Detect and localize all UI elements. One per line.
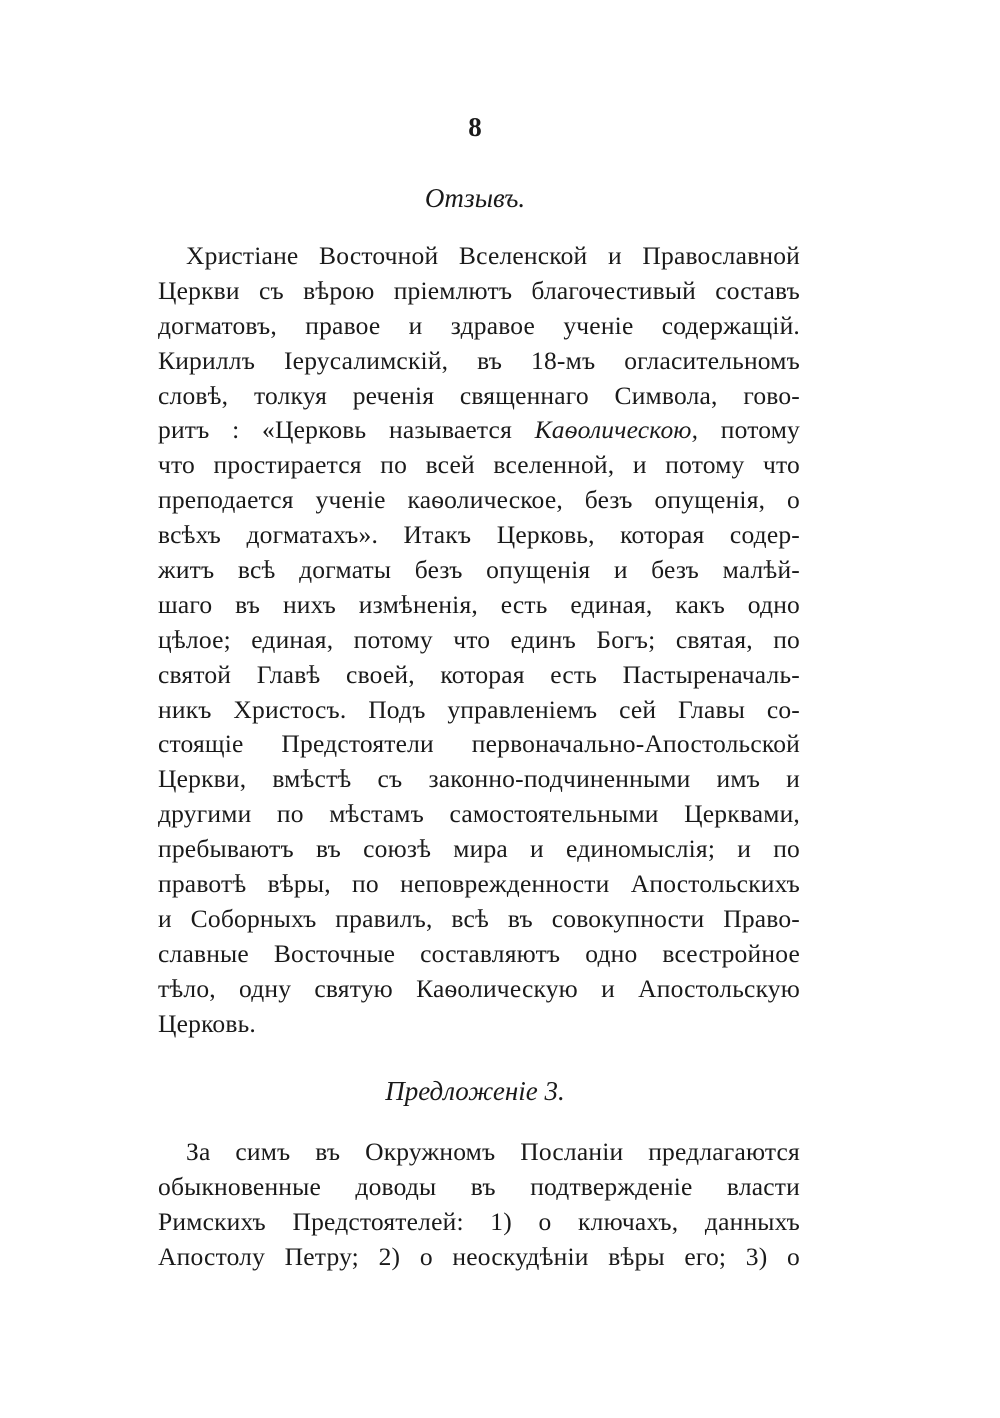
line-text: никъ Христосъ. Подъ управленіемъ сей Главы со-: [158, 694, 800, 724]
line-text: преподается ученіе каѳолическое, безъ опущенія, о: [158, 485, 800, 515]
line-text: За симъ въ Окружномъ Посланіи предлагаются: [186, 1137, 800, 1166]
line-text: шаго въ нихъ измѣненія, есть единая, какъ одно: [158, 589, 800, 619]
text-line: [158, 448, 800, 483]
line-tail-text: потому: [698, 415, 800, 445]
paragraph-otzyv: [158, 239, 800, 1041]
text-line: [158, 1135, 800, 1170]
line-text: что простирается по всей вселенной, и потому что: [158, 450, 800, 480]
line-text: Церкви, вмѣстѣ съ законно-подчиненными имъ и: [158, 764, 800, 794]
text-line: [158, 727, 800, 762]
line-text: Церковь.: [158, 1008, 256, 1038]
text-line: [158, 588, 800, 623]
text-line: [158, 1170, 800, 1205]
text-line: [158, 797, 800, 832]
text-line: [158, 309, 800, 344]
line-text: житъ всѣ догматы безъ опущенія и безъ малѣй-: [158, 555, 800, 585]
text-line: [158, 623, 800, 658]
page-number: 8: [468, 112, 482, 142]
text-line: [158, 762, 800, 797]
line-text: и Соборныхъ правилъ, всѣ въ совокупности Право-: [158, 903, 800, 933]
line-italic-text: Каѳолическою,: [534, 415, 699, 445]
line-text: Христіане Восточной Вселенской и Православной: [186, 241, 800, 270]
text-line: [158, 1240, 800, 1275]
text-line: [158, 344, 800, 379]
line-text: догматовъ, правое и здравое ученіе содержащій.: [158, 310, 800, 340]
line-text: славные Восточные составляютъ одно всестройное: [158, 938, 800, 968]
line-text: Церкви съ вѣрою пріемлютъ благочестивый составъ: [158, 275, 800, 305]
line-text: тѣло, одну святую Каѳолическую и Апостольскую: [158, 973, 800, 1003]
text-line: [158, 379, 800, 414]
text-line: [158, 1205, 800, 1240]
text-line: [158, 937, 800, 972]
text-line: [158, 902, 800, 937]
text-line: [158, 413, 800, 448]
text-line: [158, 972, 800, 1007]
text-line: [158, 658, 800, 693]
line-text: стоящіе Предстоятели первоначально-Апостольской: [158, 729, 800, 759]
text-line: [158, 518, 800, 553]
section-heading-predlozhenie-3: Предложеніе 3.: [385, 1076, 565, 1106]
line-text: пребываютъ въ союзѣ мира и единомыслія; и по: [158, 834, 800, 864]
line-text: всѣхъ догматахъ». Итакъ Церковь, которая содер-: [158, 520, 800, 550]
line-text: словѣ, толкуя реченія священнаго Символа, гово-: [158, 380, 800, 410]
line-text: святой Главѣ своей, которая есть Пастыреначаль-: [158, 659, 800, 689]
text-line: [158, 1007, 800, 1042]
line-text: Кириллъ Іерусалимскій, въ 18-мъ огласительномъ: [158, 345, 800, 375]
line-text: ритъ : «Церковь называется: [158, 415, 535, 445]
text-line: [158, 867, 800, 902]
line-text: Римскихъ Предстоятелей: 1) о ключахъ, данныхъ: [158, 1206, 800, 1236]
text-line: [158, 239, 800, 274]
line-text: обыкновенные доводы въ подтвержденіе власти: [158, 1171, 800, 1201]
line-text: другими по мѣстамъ самостоятельными Церквами,: [158, 799, 800, 829]
section-heading-otzyv: Отзывъ.: [424, 183, 526, 213]
text-line: [158, 483, 800, 518]
line-text: правотѣ вѣры, по неповрежденности Апостольскихъ: [158, 869, 800, 899]
text-line: [158, 693, 800, 728]
text-line: [158, 832, 800, 867]
text-line: [158, 274, 800, 309]
line-text: цѣлое; единая, потому что единъ Богъ; святая, по: [158, 624, 800, 654]
paragraph-predlozhenie-3: [158, 1135, 800, 1275]
line-text: Апостолу Петру; 2) о неоскудѣніи вѣры его; 3) о: [158, 1241, 800, 1271]
text-line: [158, 553, 800, 588]
